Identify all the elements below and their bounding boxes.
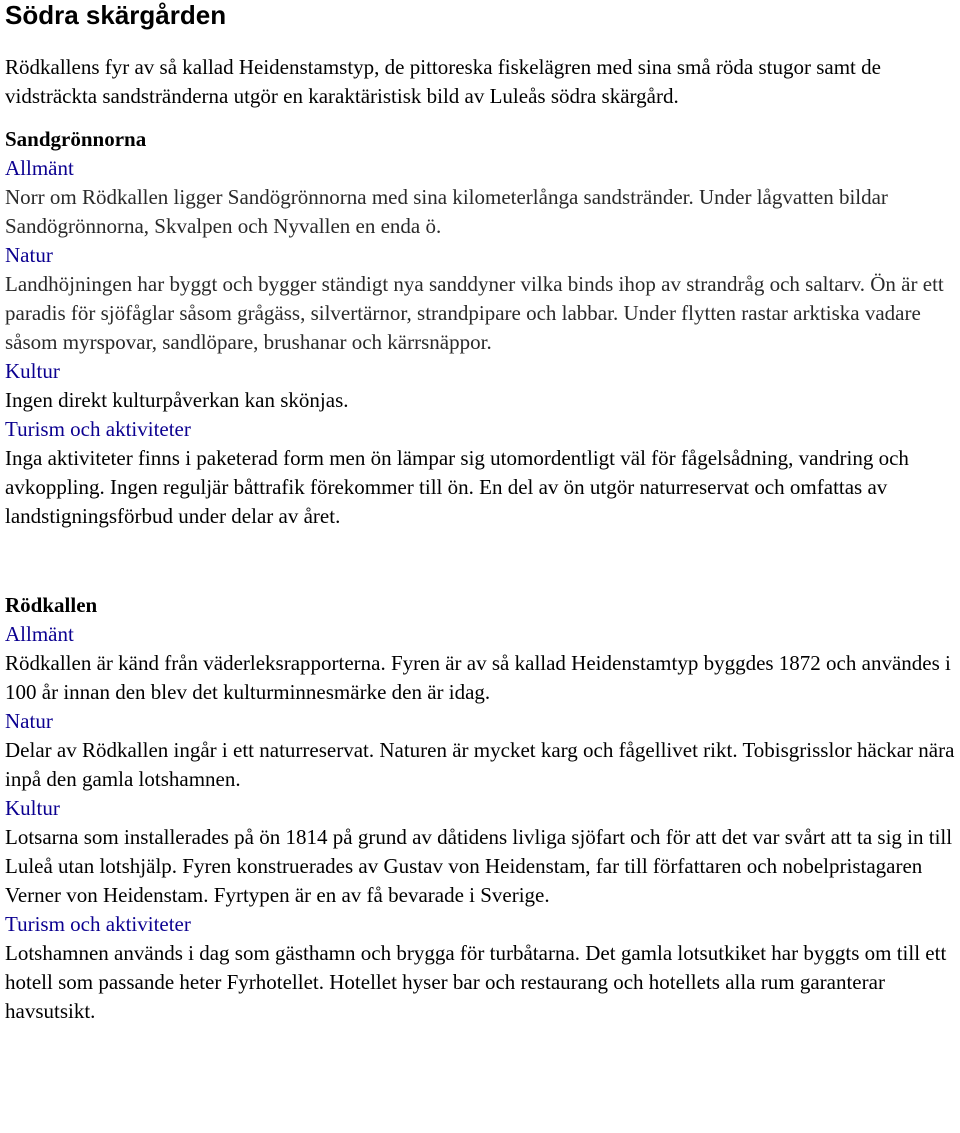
subsection-text-turism: Lotshamnen används i dag som gästhamn och brygga för turbåtarna. Det gamla lotsutkiket har byggts om till ett hotell som passande heter Fyrhotellet. Hotellet hyser bar och restaurang och hotellets alla rum garanterar havsutsikt. — [5, 941, 947, 1023]
intro-paragraph: Rödkallens fyr av så kallad Heidenstamstyp, de pittoreska fiskelägren med sina små röda stugor samt de vidsträckta sandstränderna utgör en karaktäristisk bild av Luleås södra skärgård. — [5, 55, 881, 108]
subsection-label-natur: Natur — [5, 709, 53, 733]
section-heading: Rödkallen — [5, 593, 98, 617]
subsection-label-natur: Natur — [5, 243, 53, 267]
subsection-text-kultur: Ingen direkt kulturpåverkan kan skönjas. — [5, 388, 349, 412]
document-page — [5, 0, 955, 1026]
subsection-text-turism: Inga aktiviteter finns i paketerad form men ön lämpar sig utomordentligt väl för fågelsådning, vandring och avkoppling. Ingen reguljär båttrafik förekommer till ön. En del av ön utgör naturreservat och omfattas av landstigningsförbud under delar av året. — [5, 446, 909, 528]
subsection-label-kultur: Kultur — [5, 359, 60, 383]
subsection-text-natur: Delar av Rödkallen ingår i ett naturreservat. Naturen är mycket karg och fågellivet rikt. Tobisgrisslor häckar nära inpå den gamla lotshamnen. — [5, 738, 955, 791]
section-heading: Sandgrönnorna — [5, 127, 147, 151]
subsection-text-kultur: Lotsarna som installerades på ön 1814 på grund av dåtidens livliga sjöfart och för att det var svårt att ta sig in till Luleå utan lotshjälp. Fyren konstruerades av Gustav von Heidenstam, far till författaren och nobelpristagaren Verner von Heidenstam. Fyrtypen är en av få bevarade i Sverige. — [5, 825, 953, 907]
subsection-label-turism: Turism och aktiviteter — [5, 912, 191, 936]
section-rodkallen — [5, 591, 955, 1026]
section-sandgronnorna — [5, 125, 955, 531]
subsection-text-allmant: Norr om Rödkallen ligger Sandögrönnorna med sina kilometerlånga sandstränder. Under lågvatten bildar Sandögrönnorna, Skvalpen och Nyvallen en enda ö. — [5, 185, 888, 238]
subsection-label-allmant: Allmänt — [5, 622, 74, 646]
subsection-label-turism: Turism och aktiviteter — [5, 417, 191, 441]
subsection-text-natur: Landhöjningen har byggt och bygger ständigt nya sanddyner vilka binds ihop av strandråg och saltarv. Ön är ett paradis för sjöfåglar såsom grågäss, silvertärnor, strandpipare och labbar. Under flytten rastar arktiska vadare såsom myrspovar, sandlöpare, brushanar och kärrsnäppor. — [5, 272, 944, 354]
page-title: Södra skärgården — [5, 0, 227, 30]
subsection-label-kultur: Kultur — [5, 796, 60, 820]
subsection-label-allmant: Allmänt — [5, 156, 74, 180]
subsection-text-allmant: Rödkallen är känd från väderleksrapporterna. Fyren är av så kallad Heidenstamtyp byggdes 1872 och användes i 100 år innan den blev det kulturminnesmärke den är idag. — [5, 651, 951, 704]
